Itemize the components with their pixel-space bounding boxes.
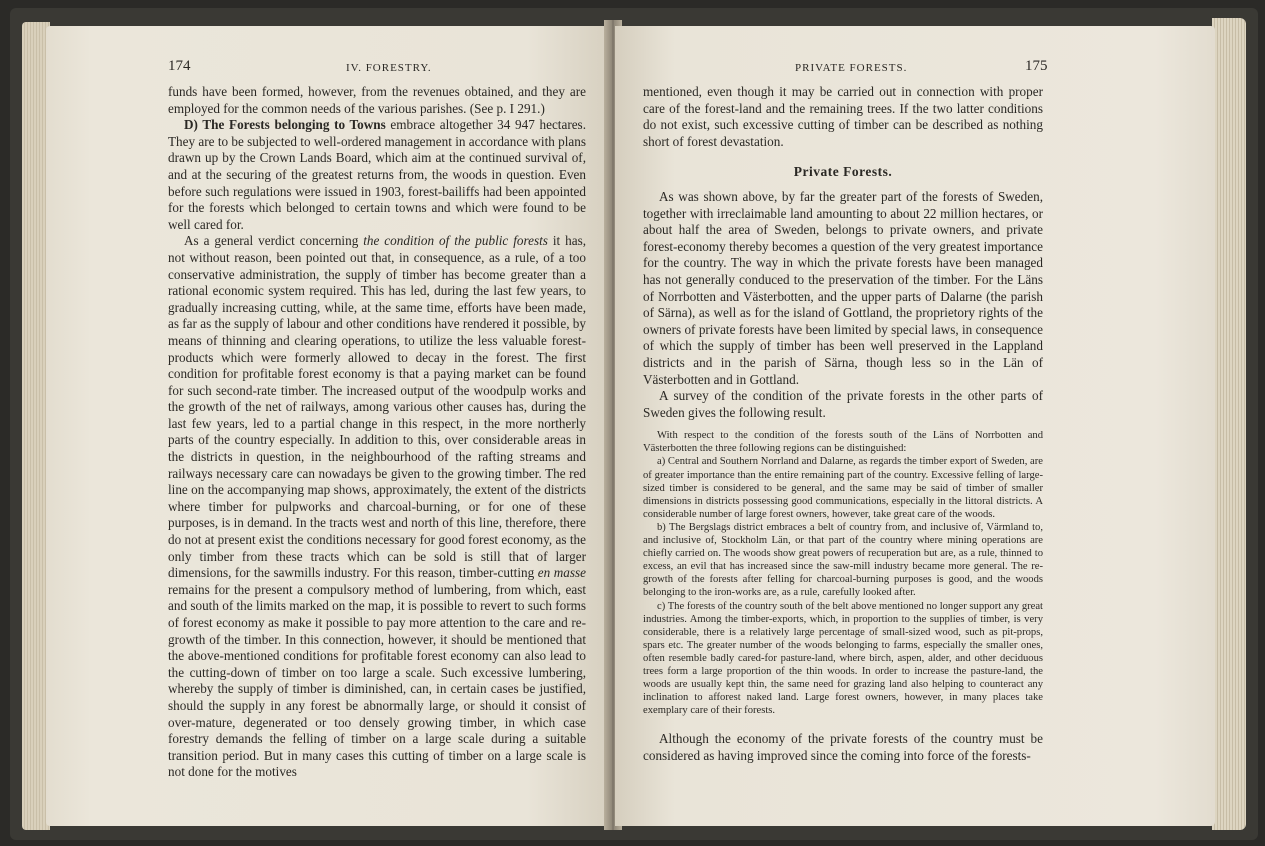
left-paragraph-3: As a general verdict concerning the condition of the public forests it has, not without reason, been pointed out that, in consequence, as a rule, of a too conservative administration, the supply of timber has become greater than a rational economic system required. This has led, during the last few years, to gradually increasing cutting, while, at the same time, efforts have been made, as far as the supply of labour and other conditions have rendered it possible, by means of thinning and clearing operations, to utilize the less valuable forest-products which were formerly allowed to decay in the forest. The first condition for profitable forest economy is that a paying market can be found for such second-rate timber. The increased output of the woodpulp works and the growth of the net of railways, among various other causes has, during the last few years, led to a partial change in this respect, in the more northerly parts of the country especially. In addition to this, over considerable areas in the districts in question, in the neighbourhood of the rafting streams and railways necessary care can nowadays be given to the growing timber. The red line on the accompanying map shows, approximately, the extent of the districts where timber for pulpworks and charcoal-burning, or for one of these purposes, is in demand. In the tracts west and north of this line, therefore, there do not at present exist the conditions necessary for good forest economy, as the only timber from these tracts which can be sold is still that of larger dimensions, for the sawmills industry. For this reason, timber-cutting en masse remains for the present a compulsory method of lumbering, from which, east and south of the limits marked on the map, it is possible to revert to such forms of forest economy as make it possible to pay more attention to the care and re-growth of the timber. In this connection, however, it should be mentioned that the above-mentioned conditions for profitable forest economy can also lead to the cutting-down of timber on too large a scale. Such excessive lumbering, whereby the supply of timber is diminished, can, in certain cases be justified, should the supply in any forest be abnormally large, or should it consist of over-mature, degenerated or too densely growing timber, in which case forestry demands the felling of timber on a large scale during a suitable transition period. But in many cases this cutting of timber on a large scale is not done for the motives: [168, 233, 586, 780]
left-page-number: 174: [168, 58, 191, 74]
region-c: c) The forests of the country south of the belt above mentioned no longer support any great industries. Among the timber-exports, which, in proportion to the supplies of timber, is very considerable, there is a relatively large percentage of small-sized wood, such as pit-props, spars etc. The greater number of the woods belonging to farms, especially the smaller ones, often resemble badly cared-for pasture-land, where birch, aspen, alder, and other deciduous trees form a large proportion of the thin woods. In order to increase the pasture-land, the woods are usually kept thin, the same need for grazing land also helping to counteract any inclination to afforest naked land. Large forest owners, however, in many places take exemplary care of their forests.: [643, 600, 1043, 717]
right-paragraph-2: A survey of the condition of the private forests in the other parts of Sweden gives the following result.: [643, 388, 1043, 420]
page-edges-right: [1212, 18, 1246, 830]
regions-intro: With respect to the condition of the forests south of the Läns of Norrbotten and Västerbotten the three following regions can be distinguished:: [643, 430, 1043, 455]
right-page: [615, 26, 1215, 826]
towns-forests-heading: D) The Forests belonging to Towns: [184, 117, 386, 133]
right-body-text: [643, 84, 1043, 765]
italic-phrase: the condition of the public forests: [363, 233, 548, 249]
section-title-private-forests: Private Forests.: [793, 164, 893, 180]
left-body-text: [168, 84, 586, 781]
region-a: a) Central and Southern Norrland and Dalarne, as regards the timber export of Sweden, are of greater importance than the entire remaining part of the country. Excessive felling of large-sized timber is considered to be general, and the same may be said of timber of smaller dimensions in districts possessing good communications, especially in the littoral districts. A considerable number of large forest owners, however, take great care of the woods.: [643, 456, 1043, 520]
region-b: b) The Bergslags district embraces a belt of country from, and inclusive of, Värmland to, and inclusive of, Stockholm Län, or that part of the country where mining operations are chiefly carried on. The woods show great powers of recuperation but are, as a rule, thinned to excess, an evil that has increased since the saw-mill industry became more general. The re-growth of the forests after felling for charcoal-burning purposes is good, and the woods belonging to the iron-works are, as a rule, carefully looked after.: [643, 521, 1043, 599]
left-paragraph-2: D) The Forests belonging to Towns embrace altogether 34 947 hectares. They are to be subjected to well-ordered management in accordance with plans drawn up by the Crown Lands Board, which aim at the continued survival of, and at the securing of the greatest returns from, the woods in question. Even before such regulations were issued in 1903, forest-bailiffs had been appointed for the forests which belonged to certain towns and which were found to be well cared for.: [168, 117, 586, 232]
left-running-head: IV. FORESTRY.: [346, 62, 432, 74]
right-intro-paragraph: mentioned, even though it may be carried out in connection with proper care of the forest-land and the remaining trees. If the two latter conditions do not exist, such excessive cutting of timber can be described as nothing short of forest devastation.: [643, 84, 1043, 149]
left-page: [46, 26, 612, 826]
right-page-number: 175: [1025, 58, 1048, 74]
italic-phrase: en masse: [537, 565, 586, 581]
regions-small-print: [643, 429, 1043, 717]
right-closing-paragraph: Although the economy of the private forests of the country must be considered as having improved since the coming into force of the forests-: [643, 731, 1043, 763]
left-paragraph-1: funds have been formed, however, from the revenues obtained, and they are employed for the common needs of the various parishes. (See p. I 291.): [168, 84, 586, 116]
right-running-head: PRIVATE FORESTS.: [795, 62, 908, 74]
right-paragraph-1: As was shown above, by far the greater part of the forests of Sweden, together with irreclaimable land amounting to about 22 million hectares, or about half the area of Sweden, belongs to private owners, and private forest-economy thereby becomes a question of the very greatest importance for the country. The way in which the private forests have been managed has not generally conduced to the preservation of the timber. For the Läns of Norrbotten and Västerbotten, and the upper parts of Dalarne (the parish of Särna), as well as for the island of Gottland, the proprietory rights of the owners of private forests have been limited by special laws, in consequence of which the supply of timber has been well preserved in the Lappland districts and in the parish of Särna, though less so in the Län of Västerbotten and in Gottland.: [643, 188, 1043, 387]
